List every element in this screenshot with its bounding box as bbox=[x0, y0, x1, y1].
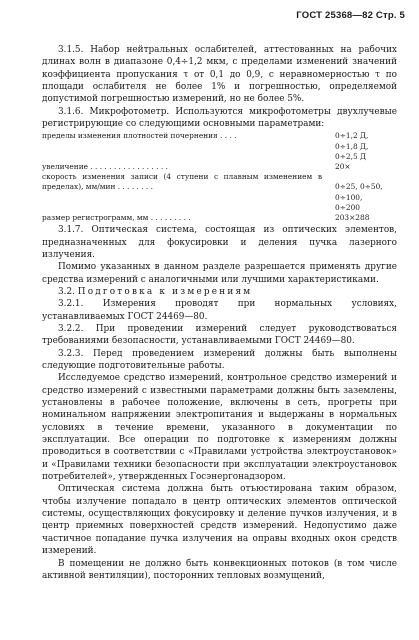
document-body bbox=[42, 44, 397, 582]
param-value bbox=[335, 131, 397, 162]
param-value: 20× bbox=[335, 162, 351, 172]
paragraph-3-1-7: 3.1.7. Оптическая система, состоящая из оптических элементов, предназначенных для фокусировки и деления пучка лазерного излучения. bbox=[42, 225, 397, 260]
param-value bbox=[335, 172, 397, 213]
param-value-line: 0÷25, 0÷50, bbox=[335, 182, 383, 192]
param-label: пределы изменения плотностей почернения . . . . bbox=[42, 131, 237, 141]
param-value: 203×288 bbox=[335, 213, 370, 223]
paragraph-note: Помимо указанных в данном разделе разрешается применять другие средства измерений с аналогичными или лучшими характеристиками. bbox=[42, 262, 397, 285]
param-row bbox=[42, 172, 397, 213]
param-label: скорость изменения записи (4 ступени с плавным изменением в пределах), мм/мин . . . . . . . . bbox=[42, 172, 322, 192]
param-row bbox=[42, 131, 397, 162]
paragraph-room-conditions: В помещении не должно быть конвекционных потоков (в том числе активной вентиляции), посторонних тепловых возмущений, bbox=[42, 558, 397, 581]
param-row bbox=[42, 162, 397, 172]
paragraph-3-2-3: 3.2.3. Перед проведением измерений должны быть выполнены следующие подготовительные работы. bbox=[42, 348, 397, 372]
param-value-line: 0÷1,8 Д, bbox=[335, 141, 369, 151]
param-value-line: 0÷1,2 Д, bbox=[335, 131, 369, 141]
paragraph-3-2-2: 3.2.2. При проведении измерений следует руководствоваться требованиями безопасности, устанавливаемыми ГОСТ 24469—80. bbox=[42, 323, 397, 347]
param-label: размер регистрограмм, мм . . . . . . . . . bbox=[42, 213, 191, 223]
section-heading bbox=[42, 286, 397, 298]
param-label: увеличение . . . . . . . . . . . . . . . . . bbox=[42, 162, 168, 172]
section-number: 3.2. bbox=[58, 286, 75, 297]
param-value-line: 0÷100, bbox=[335, 192, 363, 202]
paragraph-3-2-1: 3.2.1. Измерения проводят при нормальных условиях, устанавливаемых ГОСТ 24469—80. bbox=[42, 299, 397, 322]
parameters-list bbox=[42, 131, 397, 223]
section-title: Подготовка к измерениям bbox=[77, 286, 253, 297]
paragraph-optical-alignment: Оптическая система должна быть отъюстирована таким образом, чтобы излучение попадало в центр оптических элементов оптической системы, осуществляющих фокусировку и деление пучков излучения, и в центр приемных поверхностей средств измерений. Недопустимо даже частичное попадание пучка излучения на оправы входных окон средств измерений. bbox=[42, 484, 397, 557]
paragraph-preparation: Исследуемое средство измерений, контрольное средство измерений и средство измерений с известными параметрами должны быть заземлены, установлены в рабочее положение, включены в сеть, прогреты при номинальном напряжении электропитания и выдержаны в нормальных условиях в течение времени, указанного в документации по эксплуатации. Все операции по подготовке к измерениям должны проводиться в соответствии с «Правилами устройства электроустановок» и «Правилами техники безопасности при эксплуатации электроустановок потребителей», утвержденных Госэнергонадзором. bbox=[42, 373, 397, 483]
param-row bbox=[42, 213, 397, 223]
param-value-line: 0÷2,5 Д bbox=[335, 151, 367, 161]
param-value-line: 0÷200 bbox=[335, 202, 361, 212]
paragraph-3-1-6: 3.1.6. Микрофотометр. Используются микрофотометры двухлучевые регистрирующие со следующими основными параметрами: bbox=[42, 106, 397, 130]
paragraph-3-1-5: 3.1.5. Набор нейтральных ослабителей, аттестованных на рабочих длинах волн в диапазоне 0,4÷1,2 мкм, с пределами изменений значений коэффициента пропускания τ от 0,1 до 0,9, с неравномерностью τ по площади ослабителя не более 1% и погрешностью, определяемой допустимой погрешностью измерений, но не более 5%. bbox=[42, 45, 397, 105]
page-header: ГОСТ 25368—82 Стр. 5 bbox=[296, 10, 405, 21]
